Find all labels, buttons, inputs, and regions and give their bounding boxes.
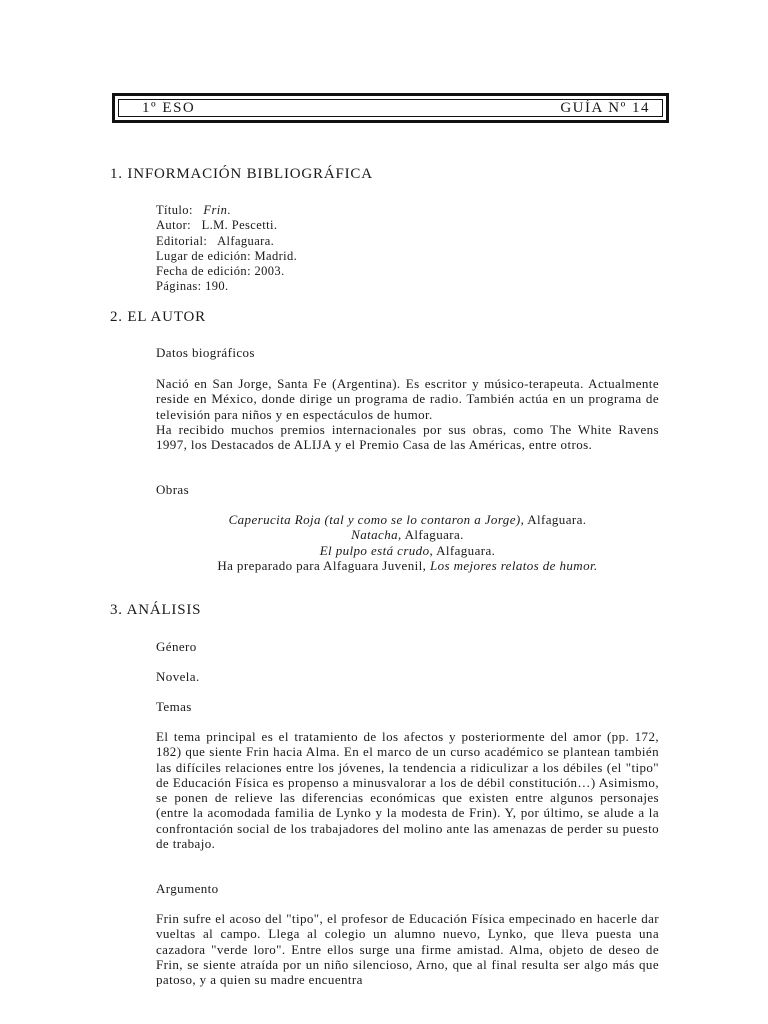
work-title: Los mejores relatos de humor. bbox=[429, 557, 598, 573]
guide-header-inner bbox=[118, 99, 663, 117]
guide-header-box bbox=[112, 93, 669, 123]
biblio-fecha: Fecha de edición: 2003. bbox=[156, 264, 285, 279]
datos-label: Datos biográficos bbox=[156, 345, 255, 360]
course-label: 1º ESO bbox=[142, 99, 196, 116]
biblio-paginas: Páginas: 190. bbox=[156, 279, 229, 294]
section-heading-autor: 2. EL AUTOR bbox=[110, 309, 206, 325]
guide-number: GUÍA Nº 14 bbox=[560, 99, 650, 116]
work-title: Natacha bbox=[351, 527, 399, 543]
work-intro: Ha preparado para Alfaguara Juvenil, bbox=[217, 557, 430, 573]
work-title: El pulpo está crudo bbox=[319, 542, 430, 558]
titulo-label: Título: bbox=[156, 203, 193, 217]
work-item bbox=[156, 512, 659, 527]
genero-value: Novela. bbox=[156, 669, 200, 684]
section-heading-analisis: 3. ANÁLISIS bbox=[110, 602, 202, 618]
section-heading-biblio: 1. INFORMACIÓN BIBLIOGRÁFICA bbox=[110, 166, 373, 182]
author-bio-paragraph-1: Nació en San Jorge, Santa Fe (Argentina). Es escritor y músico-terapeuta. Actualmente reside en México, donde dirige un programa de radio. También actúa en un programa de televisión para niños y en espectáculos de humor. bbox=[156, 376, 659, 422]
biblio-editorial: Editorial: Alfaguara. bbox=[156, 233, 275, 248]
obras-label: Obras bbox=[156, 482, 190, 497]
genero-label: Género bbox=[156, 639, 197, 654]
work-item bbox=[156, 543, 659, 558]
work-title: Caperucita Roja (tal y como se lo contaron a Jorge) bbox=[228, 512, 521, 527]
temas-label: Temas bbox=[156, 699, 192, 714]
titulo-value: Frin bbox=[203, 203, 228, 217]
author-bio-paragraph-2: Ha recibido muchos premios internacionales por sus obras, como The White Ravens 1997, los Destacados de ALIJA y el Premio Casa de las Américas, entre otros. bbox=[156, 421, 659, 453]
biblio-lugar: Lugar de edición: Madrid. bbox=[156, 248, 298, 263]
author-bio bbox=[156, 376, 659, 452]
work-publisher: , Alfaguara. bbox=[429, 542, 496, 558]
biblio-list bbox=[156, 203, 659, 295]
work-item bbox=[156, 527, 659, 542]
work-publisher: , Alfaguara. bbox=[398, 527, 464, 543]
works-list bbox=[156, 512, 659, 573]
argumento-text: Frin sufre el acoso del "tipo", el profesor de Educación Física empecinado en hacerle dar vueltas al campo. Llega al colegio un alumno nuevo, Lynko, que lleva puesta una cazadora "verde loro". Entre ellos surge una firme amistad. Alma, objeto de deseo de Frin, se siente atraída por un niño silencioso, Arno, que al final resulta ser algo más que patoso, y a quien su madre encuentra bbox=[156, 911, 659, 988]
biblio-titulo: Título: Frin. bbox=[156, 203, 231, 217]
argumento-label: Argumento bbox=[156, 881, 219, 896]
work-publisher: , Alfaguara. bbox=[520, 512, 587, 527]
work-item bbox=[156, 558, 659, 573]
temas-text: El tema principal es el tratamiento de los afectos y posteriormente del amor (pp. 172, 182) que siente Frin hacia Alma. En el marco de un curso académico se plantean también las difíciles relaciones entre los jóvenes, la tendencia a ridiculizar a los débiles (el "tipo" de Educación Física es propenso a minusvalorar a los de débil constitución…) Asimismo, se ponen de relieve las diferencias económicas que existen entre algunos personajes (entre la acomodada familia de Lynko y la modesta de Frin). Y, por último, se alude a la confrontación social de los trabajadores del molino ante las amenazas de perder su puesto de trabajo. bbox=[156, 729, 659, 852]
biblio-autor: Autor: L.M. Pescetti. bbox=[156, 218, 278, 233]
